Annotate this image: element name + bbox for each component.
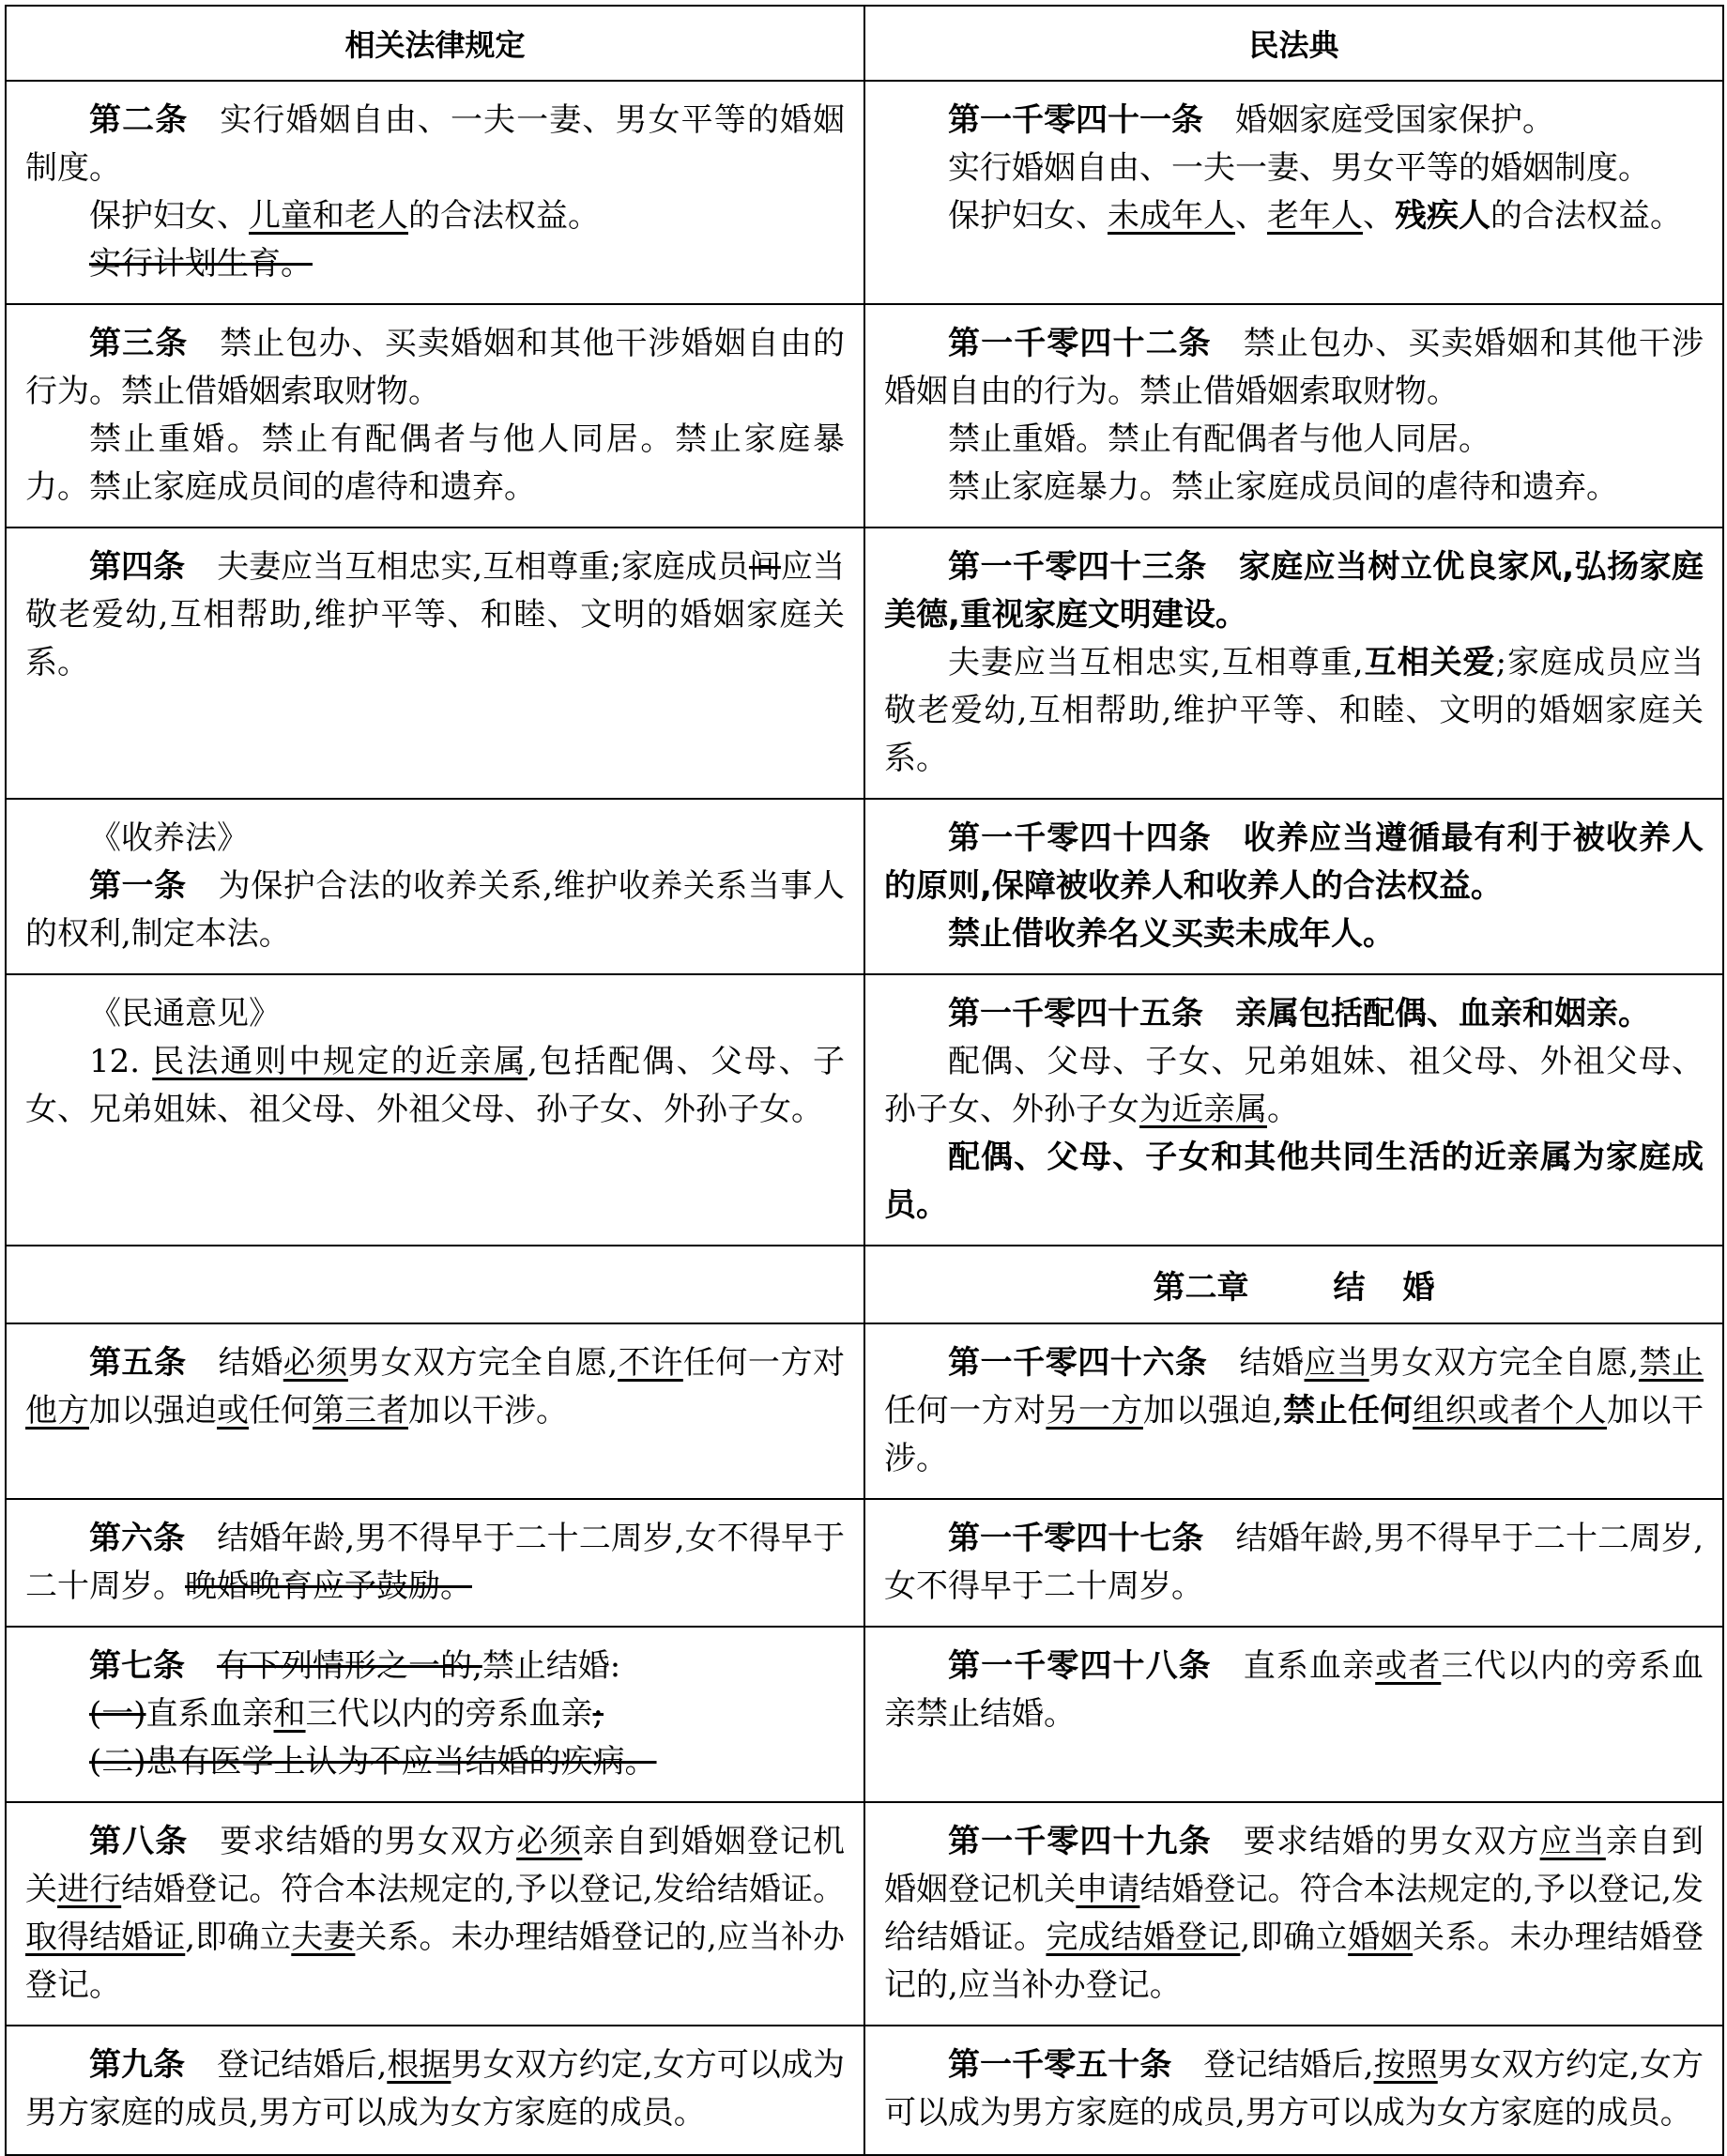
changed-text: 夫妻: [291, 1919, 356, 1956]
deleted-text: 间: [748, 548, 781, 586]
article-number: 第一千零四十九条: [948, 1823, 1212, 1860]
header-row: [6, 6, 1723, 81]
article-paragraph: [884, 2041, 1704, 2137]
article-number: 第一千零五十条: [948, 2046, 1172, 2084]
text-run: 禁止结婚:: [481, 1647, 621, 1685]
table-row: [6, 81, 1723, 304]
changed-text: 第三者: [313, 1392, 408, 1430]
article-paragraph: [25, 1818, 845, 2010]
added-text: 亲属包括配偶、血亲和姻亲。: [1235, 995, 1650, 1032]
added-text: 收养应当遵循最有利于被收养人的原则,保障被收养人和收养人的合法权益。: [884, 819, 1704, 905]
article-number: 第一千零四十二条: [948, 325, 1212, 362]
article-number: 第一千零四十一条: [948, 101, 1203, 139]
text-run: 男女双方完全自愿,: [347, 1344, 619, 1382]
changed-text: 取得结婚证: [25, 1919, 186, 1956]
article-number: 第六条: [89, 1520, 186, 1557]
table-row: [6, 1499, 1723, 1627]
article-paragraph: [25, 240, 845, 288]
added-text: 残疾人: [1395, 197, 1490, 235]
right-cell: [864, 974, 1723, 1246]
text-run: 加以干涉。: [408, 1392, 568, 1430]
article-paragraph: [25, 192, 845, 240]
article-number: 第一千零四十七条: [948, 1520, 1204, 1557]
article-paragraph: [884, 1643, 1704, 1738]
article-paragraph: [884, 192, 1704, 240]
right-cell: [864, 1802, 1723, 2026]
changed-text: 为近亲属: [1139, 1091, 1267, 1128]
left-cell: [6, 81, 864, 304]
changed-text: 婚姻: [1348, 1919, 1414, 1956]
article-paragraph: [25, 97, 845, 192]
text-run: ;家庭成员应当敬老爱幼,互相帮助,维护平等、和睦、文明的婚姻家庭关系。: [884, 644, 1704, 777]
left-cell: [6, 304, 864, 528]
text-run: 要求结婚的男女双方: [220, 1823, 517, 1860]
left-cell: [6, 1627, 864, 1802]
text-run: 加以强迫: [89, 1392, 217, 1430]
changed-text: 根据: [387, 2046, 451, 2084]
text-run: 为保护合法的收养关系,维护收养关系当事人的权利,制定本法。: [25, 867, 846, 953]
added-text: 配偶、父母、子女和其他共同生活的近亲属为家庭成员。: [884, 1139, 1704, 1224]
text-run: 禁止重婚。禁止有配偶者与他人同居。: [948, 420, 1490, 458]
article-paragraph: [25, 863, 845, 958]
article-paragraph: [25, 1690, 845, 1738]
article-number: 第一千零四十六条: [948, 1344, 1208, 1382]
text-run: 任何一方对: [884, 1392, 1047, 1430]
text-run: 实行婚姻自由、一夫一妻、男女平等的婚姻制度。: [25, 101, 846, 187]
text-run: 男女双方约定,女方可以成为男方家庭的成员,男方可以成为女方家庭的成员。: [884, 2046, 1704, 2132]
article-paragraph: [25, 2041, 845, 2137]
text-run: 实行婚姻自由、一夫一妻、男女平等的婚姻制度。: [948, 149, 1650, 187]
article-paragraph: [25, 1339, 845, 1435]
changed-text: 或者: [1375, 1647, 1442, 1685]
text-run: 禁止包办、买卖婚姻和其他干涉婚姻自由的行为。禁止借婚姻索取财物。: [884, 325, 1704, 410]
article-paragraph: [884, 1818, 1704, 2010]
text-run: 夫妻应当互相忠实,互相尊重;家庭成员: [217, 548, 749, 586]
text-run: 任何一方对: [682, 1344, 846, 1382]
left-cell: [6, 2026, 864, 2155]
text-run: 任何: [249, 1392, 313, 1430]
article-paragraph: [25, 1738, 845, 1786]
article-paragraph: [25, 416, 845, 512]
text-run: 12.: [89, 1043, 153, 1080]
changed-text: 必须: [283, 1344, 348, 1382]
right-cell: [864, 81, 1723, 304]
header-civil-code: 民法典: [864, 6, 1723, 81]
text-run: 男女双方约定,女方可以成为男方家庭的成员,男方可以成为女方家庭的成员。: [25, 2046, 846, 2132]
article-paragraph: [884, 416, 1704, 464]
right-cell: [864, 799, 1723, 974]
text-run: 、: [1235, 197, 1267, 235]
text-run: 结婚登记。符合本法规定的,予以登记,发给结婚证。: [884, 1871, 1704, 1956]
text-run: 禁止重婚。禁止有配偶者与他人同居。禁止家庭暴力。禁止家庭成员间的虐待和遗弃。: [25, 420, 845, 506]
article-number: 第一千零四十八条: [948, 1647, 1212, 1685]
added-text: 禁止借收养名义买卖未成年人。: [948, 915, 1395, 953]
chapter-title-char: 结: [1333, 1269, 1366, 1307]
text-run: 的合法权益。: [408, 197, 600, 235]
left-cell: [6, 799, 864, 974]
text-run: 登记结婚后,: [1203, 2046, 1374, 2084]
text-run: ,包括配偶、父母、子女、兄弟姐妹、祖父母、外祖父母、孙子女、外孙子女。: [25, 1043, 845, 1128]
article-number: 第八条: [89, 1823, 189, 1860]
article-paragraph: [884, 639, 1704, 783]
text-run: 要求结婚的男女双方: [1243, 1823, 1540, 1860]
text-run: 亲自到婚姻登记机关: [25, 1823, 846, 1908]
article-paragraph: [884, 910, 1704, 958]
text-run: 保护妇女、: [948, 197, 1108, 235]
text-run: 。: [1267, 1091, 1299, 1128]
text-run: 结婚登记。符合本法规定的,予以登记,发给结婚证。: [121, 1871, 846, 1908]
text-run: 三代以内的旁系血亲: [305, 1695, 593, 1733]
text-run: 亲自到婚姻登记机关: [884, 1823, 1704, 1908]
article-number: 第一条: [89, 867, 187, 905]
article-paragraph: [884, 320, 1704, 416]
article-paragraph: [25, 1515, 845, 1611]
article-paragraph: [884, 1339, 1704, 1483]
text-run: 登记结婚后,: [217, 2046, 388, 2084]
law-source-label: 《收养法》: [89, 819, 249, 857]
text-run: 禁止家庭暴力。禁止家庭成员间的虐待和遗弃。: [948, 468, 1618, 506]
right-cell: [864, 2026, 1723, 2155]
added-text: 家庭应当树立优良家风,弘扬家庭美德,重视家庭文明建设。: [884, 548, 1704, 634]
article-number: 第二条: [89, 101, 189, 139]
changed-text: 老年人: [1267, 197, 1363, 235]
text-run: 关系。未办理结婚登记的,应当补办登记。: [884, 1919, 1704, 2004]
changed-text: 完成结婚登记: [1046, 1919, 1241, 1956]
changed-text: 和: [273, 1695, 306, 1733]
chapter-title-char: 婚: [1402, 1269, 1435, 1307]
text-run: 保护妇女、: [89, 197, 249, 235]
table-row: [6, 799, 1723, 974]
deleted-text: 实行计划生育。: [89, 245, 313, 283]
article-number: 第七条: [89, 1647, 185, 1685]
table-row: [6, 2026, 1723, 2155]
article-paragraph: [884, 97, 1704, 145]
table-row: [6, 528, 1723, 799]
deleted-text: (二)患有医学上认为不应当结婚的疾病。: [89, 1743, 657, 1781]
left-cell: [6, 528, 864, 799]
text-run: 加以干涉。: [884, 1392, 1704, 1477]
changed-text: 不许: [618, 1344, 683, 1382]
text-run: 直系血亲: [1243, 1647, 1376, 1685]
table-row: [6, 1323, 1723, 1499]
table-row: [6, 304, 1723, 528]
deleted-text: ;: [592, 1695, 604, 1733]
added-text: 互相关爱: [1363, 644, 1496, 681]
text-run: 结婚: [218, 1344, 283, 1382]
text-run: 加以强迫,: [1142, 1392, 1283, 1430]
text-run: 关系。未办理结婚登记的,应当补办登记。: [25, 1919, 846, 2004]
deleted-text: 有下列情形之一的,: [217, 1647, 482, 1685]
right-cell: [864, 1499, 1723, 1627]
chapter-heading: [864, 1246, 1723, 1323]
text-run: 结婚: [1239, 1344, 1305, 1382]
text-run: 直系血亲: [145, 1695, 274, 1733]
article-number: 第四条: [89, 548, 186, 586]
article-number: 第五条: [89, 1344, 187, 1382]
article-paragraph: [884, 543, 1704, 639]
right-cell: [864, 304, 1723, 528]
deleted-text: 晚婚晚育应予鼓励。: [185, 1567, 472, 1605]
law-comparison-table: [5, 5, 1724, 2156]
table-row: [6, 1802, 1723, 2026]
text-run: 结婚年龄,男不得早于二十二周岁,女不得早于二十周岁。: [884, 1520, 1704, 1605]
article-number: 第九条: [89, 2046, 186, 2084]
changed-text: 应当: [1539, 1823, 1606, 1860]
text-run: 配偶、父母、子女、兄弟姐妹、祖父母、外祖父母、孙子女、外孙子女: [884, 1043, 1704, 1128]
right-cell: [864, 1323, 1723, 1499]
law-source-label: 《民通意见》: [89, 995, 281, 1032]
article-number: 第一千零四十五条: [948, 995, 1203, 1032]
chapter-number: 第二章: [1153, 1269, 1249, 1307]
right-cell: [864, 528, 1723, 799]
text-run: 禁止包办、买卖婚姻和其他干涉婚姻自由的行为。禁止借婚姻索取财物。: [25, 325, 846, 410]
text-run: 婚姻家庭受国家保护。: [1235, 101, 1554, 139]
article-paragraph: [884, 990, 1704, 1038]
article-paragraph: [884, 815, 1704, 910]
article-paragraph: [884, 1515, 1704, 1611]
table-row: [6, 1627, 1723, 1802]
changed-text: 另一方: [1046, 1392, 1143, 1430]
left-cell: [6, 1323, 864, 1499]
changed-text: 禁止: [1638, 1344, 1704, 1382]
changed-text: 组织或者个人: [1413, 1392, 1608, 1430]
right-cell: [864, 1627, 1723, 1802]
article-number: 第一千零四十三条: [948, 548, 1207, 586]
changed-text: 应当: [1304, 1344, 1369, 1382]
changed-text: 未成年人: [1108, 197, 1235, 235]
article-paragraph: [884, 145, 1704, 192]
changed-text: 按照: [1373, 2046, 1438, 2084]
article-paragraph: [25, 543, 845, 687]
text-run: 三代以内的旁系血亲禁止结婚。: [884, 1647, 1704, 1733]
header-related-laws: 相关法律规定: [6, 6, 864, 81]
article-number: 第三条: [89, 325, 189, 362]
changed-text: 或: [217, 1392, 249, 1430]
table-row: [6, 974, 1723, 1246]
article-paragraph: [25, 1643, 845, 1690]
changed-text: 儿童和老人: [249, 197, 408, 235]
text-run: 结婚年龄,男不得早于二十二周岁,女不得早于二十周岁。: [25, 1520, 845, 1605]
article-paragraph: [25, 1038, 845, 1134]
article-paragraph: [884, 1134, 1704, 1230]
text-run: ,即确立: [185, 1919, 292, 1956]
left-cell-empty: [6, 1246, 864, 1323]
changed-text: 申请: [1076, 1871, 1140, 1908]
article-paragraph: [25, 320, 845, 416]
article-paragraph: [884, 1038, 1704, 1134]
left-cell: [6, 1499, 864, 1627]
text-run: 男女双方完全自愿,: [1368, 1344, 1639, 1382]
table-row: [6, 1246, 1723, 1323]
article-number: 第一千零四十四条: [948, 819, 1212, 857]
article-paragraph: [884, 464, 1704, 512]
text-run: 的合法权益。: [1490, 197, 1682, 235]
added-text: 禁止任何: [1282, 1392, 1414, 1430]
left-cell: [6, 1802, 864, 2026]
text-run: 应当敬老爱幼,互相帮助,维护平等、和睦、文明的婚姻家庭关系。: [25, 548, 846, 681]
deleted-text: (一): [89, 1695, 146, 1733]
changed-text: 民法通则中规定的近亲属: [152, 1043, 528, 1080]
text-run: ,即确立: [1240, 1919, 1349, 1956]
changed-text: 必须: [516, 1823, 583, 1860]
left-cell: [6, 974, 864, 1246]
text-run: 夫妻应当互相忠实,互相尊重,: [948, 644, 1364, 681]
changed-text: 进行: [57, 1871, 122, 1908]
text-run: 、: [1363, 197, 1395, 235]
changed-text: 他方: [25, 1392, 89, 1430]
